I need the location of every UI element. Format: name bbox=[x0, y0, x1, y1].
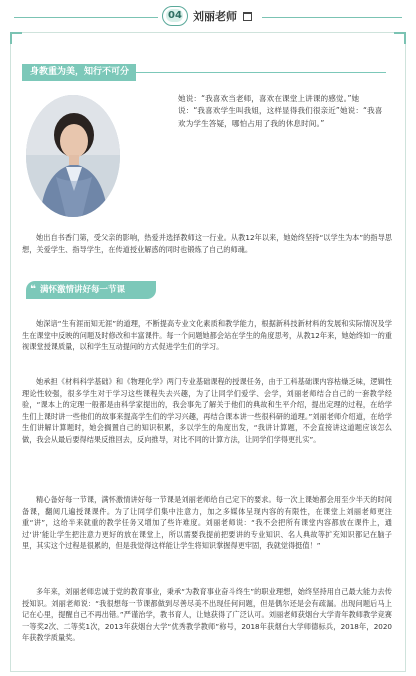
header-divider-right bbox=[262, 17, 402, 18]
section-title-tag: ❝ 满怀激情讲好每一节课 bbox=[26, 281, 156, 299]
body-paragraph-1: 她深谙“生有涯而知无涯”的道理，不断提高专业文化素质和教学能力，根据新科技新材料的发展和实际情况及学生在课堂中反映的问题及时修改和丰富课件。每一个问题她都会站在学生的角度思考，从教12年来，她始终如一的重视课堂授课质量，以和学生互动提问的方式促进学生们的学习。 bbox=[22, 319, 392, 351]
section-number-badge: 04 bbox=[162, 6, 188, 26]
banner-divider bbox=[136, 72, 386, 73]
body-paragraph-2: 她承担《材料科学基础》和《物理化学》两门专业基础课程的授课任务，由于工科基础课内容枯燥乏味，逻辑性理论性较强，很多学生对于学习这些课程失去兴趣，为了让同学们爱学、会学，刘丽老师结合自己的一套教学经验，“课本上的定理一般都是由科学家提出的，我会事先了解关于他们的典故和生平介绍，提出定理的过程，在给学生们上课时讲一些他们的故事来提高学生们的学习兴趣，再结合课本讲一些很科研的道理。”刘丽老师介绍道，在给学生们讲解计算题时，她会搁置自己的知识积累，多以学生的角度出发，“我讲计算题，不会直接讲这道题应该怎么做，我会从最后要得结果反推回去，反向推导，对比不同的计算方法，让同学们学得更扎实”。 bbox=[22, 377, 392, 444]
teacher-name: 刘丽老师 bbox=[193, 10, 237, 23]
header-divider-left bbox=[14, 17, 158, 18]
teacher-portrait bbox=[26, 95, 120, 217]
teacher-quote: 她说：“我喜欢当老师，喜欢在课堂上讲课的感觉。”她说：“我喜欢学生叫我姐，这样显得我们很亲近”她说：“我喜欢为学生答疑，哪怕占用了我的休息时间。” bbox=[178, 94, 383, 128]
quote-mark-icon: ❝ bbox=[30, 284, 36, 295]
body-paragraph-4: 多年来，刘丽老师忠诚于党的教育事业，秉承“为教育事业奋斗终生”的职业理想，始终坚持用自己最大能力去传授知识。刘丽老师说：“我很想每一节课都做到尽善尽美不出现任何问题，但是偶尔还是会有疏漏。出现问题后马上记在心里，提醒自己不再出错。”严谨治学，教书育人，让她获得了广泛认可。刘丽老师获烟台大学青年教师教学竞赛一等奖2次、二等奖1次，2013年获烟台大学“优秀教学教师”称号，2018年获烟台大学师德标兵，2018年，2020年获教学质量奖。 bbox=[22, 587, 392, 642]
section-header bbox=[0, 6, 416, 28]
body-paragraph-3: 精心备好每一节课，满怀激情讲好每一节课是刘丽老师给自己定下的要求。每一次上课她都会用至少半天的时间备课，翻阅几遍授课课件。为了让同学们集中注意力，加之多媒体呈现内容的有限性，在课堂上刘丽老师更注重“讲”，这给半来就重的教学任务又增加了些许难度。刘丽老师说：“我不会把所有课堂内容都放在课件上，通过‘讲’能让学生把注意力更好的放在课堂上，所以需要我提前把要讲的专业知识、名人典故等扩充知识都记在脑子里，其实这个过程是很累的，但是我觉得这样能让学生将知识掌握得更牢固，我就觉得挺值！” bbox=[22, 495, 392, 550]
square-mark-icon bbox=[243, 12, 252, 21]
intro-paragraph: 她出自书香门第，受父亲的影响，热爱并选择教师这一行业。从教12年以来，她始终坚持“以学生为本”的指导思想，关爱学生、指导学生，在传道授业解惑的同时也锻炼了自己的师魂。 bbox=[22, 233, 392, 254]
motto-banner: 身教重为美，知行不可分 bbox=[22, 64, 136, 81]
